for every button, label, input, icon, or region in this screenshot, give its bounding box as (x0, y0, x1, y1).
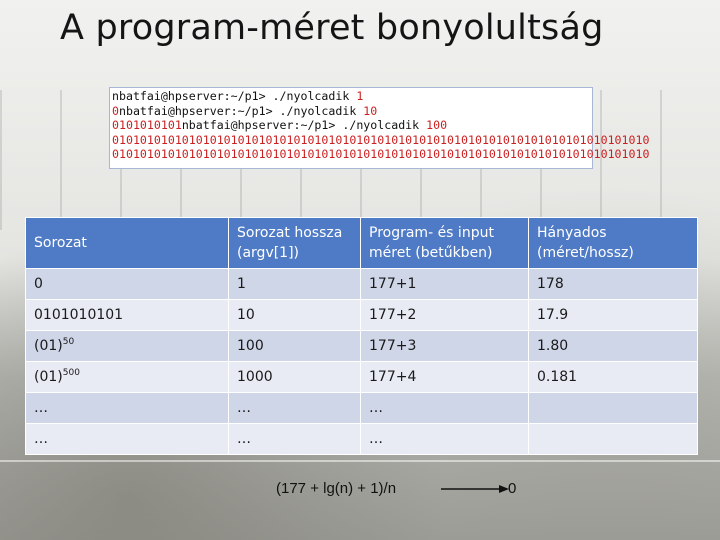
cell-ratio (529, 424, 698, 455)
cell-length: 1000 (229, 362, 361, 393)
cell-size: 177+1 (361, 269, 529, 300)
table-row (26, 424, 698, 455)
cell-length: 10 (229, 300, 361, 331)
cell-ratio: 1.80 (529, 331, 698, 362)
table-row (26, 393, 698, 424)
terminal-line: 0101010101nbatfai@hpserver:~/p1> ./nyolcadik 100 (112, 118, 448, 133)
header-program-input-size: Program- és input méret (betűkben) (361, 218, 529, 269)
terminal-screenshot (109, 87, 650, 169)
cell-size: 177+4 (361, 362, 529, 393)
cell-ratio: 178 (529, 269, 698, 300)
cell-length: … (229, 424, 361, 455)
complexity-table (25, 217, 698, 455)
cell-sequence: 0101010101 (26, 300, 229, 331)
table-row (26, 331, 698, 362)
terminal-line: 0nbatfai@hpserver:~/p1> ./nyolcadik 10 (112, 103, 378, 118)
terminal-line: 01010101010101010101010101010101010101010101010101010101010101010101010101010 (112, 147, 650, 162)
cell-size: … (361, 393, 529, 424)
right-arrow-icon (439, 481, 511, 497)
header-ratio: Hányados (méret/hossz) (529, 218, 698, 269)
cell-sequence: 0 (26, 269, 229, 300)
cell-ratio: 0.181 (529, 362, 698, 393)
cell-ratio: 17.9 (529, 300, 698, 331)
cell-size: 177+2 (361, 300, 529, 331)
table-header-row (26, 218, 698, 269)
slide-title: A program-méret bonyolultság (60, 8, 604, 48)
cell-ratio (529, 393, 698, 424)
cell-sequence: … (26, 393, 229, 424)
ratio-formula: (177 + lg(n) + 1)/n (276, 480, 397, 497)
cell-size: … (361, 424, 529, 455)
cell-length: 100 (229, 331, 361, 362)
limit-value: 0 (508, 480, 517, 497)
cell-sequence: $(01)^{50}$ (26, 331, 229, 362)
cell-sequence: … (26, 424, 229, 455)
terminal-line: nbatfai@hpserver:~/p1> ./nyolcadik 1 (112, 89, 364, 103)
background-field-line (0, 460, 720, 462)
cell-length: 1 (229, 269, 361, 300)
cell-length: … (229, 393, 361, 424)
table-row (26, 300, 698, 331)
cell-size: 177+3 (361, 331, 529, 362)
header-sequence-length: Sorozat hossza (argv[1]) (229, 218, 361, 269)
table-row (26, 362, 698, 393)
cell-sequence: $(01)^{500}$ (26, 362, 229, 393)
header-sequence: Sorozat (26, 218, 229, 269)
table-row (26, 269, 698, 300)
terminal-line: 01010101010101010101010101010101010101010101010101010101010101010101010101010 (112, 132, 650, 147)
